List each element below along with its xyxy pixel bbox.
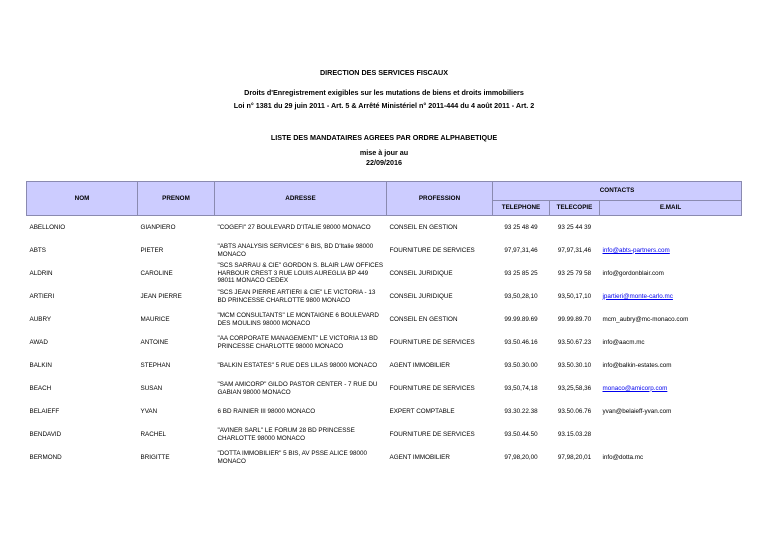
header-telephone: TELEPHONE: [493, 201, 550, 216]
table-body: [27, 216, 742, 470]
cell-telephone: 93 25 85 25: [504, 269, 538, 277]
cell-adresse: "SAM AMICORP" GILDO PASTOR CENTER - 7 RUE DU GABIAN 98000 MONACO: [217, 380, 378, 396]
cell-profession: EXPERT COMPTABLE: [389, 407, 455, 415]
cell-telecopie: 93.50.67.23: [557, 338, 592, 346]
cell-email: [600, 400, 742, 423]
cell-prenom: PIETER: [140, 246, 164, 254]
cell-adresse: "ABTS ANALYSIS SERVICES" 6 BIS, BD D'Italie 98000 MONACO: [217, 242, 374, 258]
cell-profession: CONSEIL JURIDIQUE: [389, 269, 453, 277]
cell-profession: AGENT IMMOBILIER: [389, 453, 450, 461]
cell-telephone: 99.99.89.69: [504, 315, 538, 323]
cell-profession: AGENT IMMOBILIER: [389, 361, 450, 369]
cell-nom: ARTIERI: [29, 292, 55, 300]
cell-telecopie: 93 25 44 39: [557, 223, 592, 231]
header-adresse: ADRESSE: [215, 182, 387, 216]
cell-adresse: "AVINER SARL" LE FORUM 28 BD PRINCESSE CHARLOTTE 98000 MONACO: [217, 426, 355, 442]
cell-adresse: "MCM CONSULTANTS" LE MONTAIGNE 6 BOULEVARD DES MOULINS 98000 MONACO: [217, 311, 379, 327]
cell-adresse: 6 BD RAINIER III 98000 MONACO: [217, 407, 316, 415]
email-text: info@aacm.mc: [602, 338, 645, 346]
cell-email: [600, 216, 742, 240]
cell-adresse: "BALKIN ESTATES" 5 RUE DES LILAS 98000 MONACO: [217, 361, 378, 369]
cell-adresse: "COGEFI" 27 BOULEVARD D'ITALIE 98000 MONACO: [217, 223, 371, 231]
header-contacts: CONTACTS: [493, 182, 742, 201]
cell-telecopie: 93.50.06.76: [557, 407, 592, 415]
email-text: info@dotta.mc: [602, 453, 644, 461]
cell-email: [600, 308, 742, 331]
cell-nom: AUBRY: [29, 315, 52, 323]
cell-profession: CONSEIL EN GESTION: [389, 223, 458, 231]
table-row: [27, 262, 742, 285]
cell-telephone: 93.50.44.50: [504, 430, 538, 438]
cell-prenom: ANTOINE: [140, 338, 169, 346]
cell-prenom: SUSAN: [140, 384, 163, 392]
header-prenom: PRENOM: [138, 182, 215, 216]
email-link[interactable]: monaco@amicorp.com: [602, 384, 668, 392]
update-label: mise à jour au: [359, 148, 409, 157]
table-header-row: [27, 182, 742, 201]
cell-telephone: 93.30.22.38: [504, 407, 538, 415]
cell-email: [600, 377, 742, 400]
cell-email: [600, 331, 742, 354]
cell-prenom: STEPHAN: [140, 361, 171, 369]
cell-telephone: 97,98,20,00: [504, 453, 538, 461]
cell-prenom: RACHEL: [140, 430, 167, 438]
cell-telecopie: 97,98,20,01: [557, 453, 592, 461]
list-title: LISTE DES MANDATAIRES AGREES PAR ORDRE ALPHABETIQUE: [270, 133, 498, 142]
cell-telephone: 93,50,74,18: [504, 384, 538, 392]
update-date: 22/09/2016: [366, 158, 402, 167]
header-email: E.MAIL: [600, 201, 742, 216]
cell-telephone: 97,97,31,46: [504, 246, 538, 254]
cell-telephone: 93.50.46.16: [504, 338, 538, 346]
cell-adresse: "DOTTA IMMOBILIER" 5 BIS, AV PSSE ALICE 98000 MONACO: [217, 449, 367, 465]
email-link[interactable]: jpartieri@monte-carlo.mc: [602, 292, 673, 300]
cell-nom: ABTS: [29, 246, 46, 254]
cell-profession: FOURNITURE DE SERVICES: [389, 246, 475, 254]
cell-telecopie: 93,25,58,36: [557, 384, 592, 392]
cell-prenom: GIANPIERO: [140, 223, 176, 231]
cell-profession: FOURNITURE DE SERVICES: [389, 430, 475, 438]
email-text: info@balkin-estates.com: [602, 361, 672, 369]
header-telecopie: TELECOPIE: [550, 201, 600, 216]
cell-prenom: YVAN: [140, 407, 158, 415]
cell-nom: BELAIEFF: [29, 407, 60, 415]
cell-email: [600, 423, 742, 446]
cell-email: [600, 239, 742, 262]
cell-email: [600, 262, 742, 285]
header-nom: NOM: [27, 182, 138, 216]
cell-telephone: 93 25 48 49: [504, 223, 538, 231]
cell-profession: CONSEIL EN GESTION: [389, 315, 458, 323]
cell-adresse: "SCS SARRAU & CIE" GORDON S. BLAIR LAW OFFICES HARBOUR CREST 3 RUE LOUIS AUREGLIA BP 449 98011 MONACO CEDEX: [217, 262, 384, 285]
department-title: DIRECTION DES SERVICES FISCAUX: [319, 68, 449, 77]
law-subtitle: Droits d'Enregistrement exigibles sur les mutations de biens et droits immobiliers: [244, 88, 524, 97]
cell-nom: AWAD: [29, 338, 48, 346]
cell-prenom: JEAN PIERRE: [140, 292, 182, 300]
cell-email: [600, 446, 742, 469]
table-row: [27, 377, 742, 400]
table-row: [27, 308, 742, 331]
email-link[interactable]: info@abts-partners.com: [602, 246, 670, 254]
cell-telecopie: 93.50.30.10: [557, 361, 592, 369]
table-row: [27, 285, 742, 308]
email-text: mcm_aubry@mc-monaco.com: [602, 315, 689, 323]
cell-nom: BEACH: [29, 384, 52, 392]
table-row: [27, 354, 742, 377]
cell-nom: BERMOND: [29, 453, 62, 461]
cell-telecopie: 93.15.03.28: [557, 430, 592, 438]
cell-nom: ALDRIN: [29, 269, 53, 277]
table-row: [27, 423, 742, 446]
cell-telecopie: 97,97,31,46: [557, 246, 592, 254]
table-row: [27, 239, 742, 262]
table-row: [27, 331, 742, 354]
cell-email: [600, 354, 742, 377]
email-text: info@gordonblair.com: [602, 269, 664, 277]
cell-telephone: 93.50.30.00: [504, 361, 538, 369]
cell-prenom: BRIGITTE: [140, 453, 170, 461]
header-profession: PROFESSION: [387, 182, 493, 216]
table-row: [27, 400, 742, 423]
cell-profession: FOURNITURE DE SERVICES: [389, 384, 475, 392]
cell-telecopie: 93,50,17,10: [557, 292, 592, 300]
cell-nom: BENDAVID: [29, 430, 62, 438]
table-row: [27, 216, 742, 240]
cell-nom: ABELLONIO: [29, 223, 66, 231]
cell-profession: FOURNITURE DE SERVICES: [389, 338, 475, 346]
cell-nom: BALKIN: [29, 361, 52, 369]
mandataires-table: [26, 181, 742, 469]
cell-prenom: CAROLINE: [140, 269, 173, 277]
law-reference: Loi n° 1381 du 29 juin 2011 - Art. 5 & Arrêté Ministériel n° 2011-444 du 4 août 2011 - Art. 2: [233, 101, 535, 110]
cell-email: [600, 285, 742, 308]
cell-telephone: 93,50,28,10: [504, 292, 538, 300]
table-row: [27, 446, 742, 469]
email-text: yvan@belaieff-yvan.com: [602, 407, 672, 415]
cell-adresse: "AA CORPORATE MANAGEMENT" LE VICTORIA 13 BD PRINCESSE CHARLOTTE 98000 MONACO: [217, 334, 378, 350]
cell-telecopie: 93 25 79 58: [557, 269, 592, 277]
cell-profession: CONSEIL JURIDIQUE: [389, 292, 453, 300]
cell-telecopie: 99.99.89.70: [557, 315, 592, 323]
cell-adresse: "SCS JEAN PIERRE ARTIERI & CIE" LE VICTORIA - 13 BD PRINCESSE CHARLOTTE 9800 MONACO: [217, 288, 376, 304]
cell-prenom: MAURICE: [140, 315, 170, 323]
